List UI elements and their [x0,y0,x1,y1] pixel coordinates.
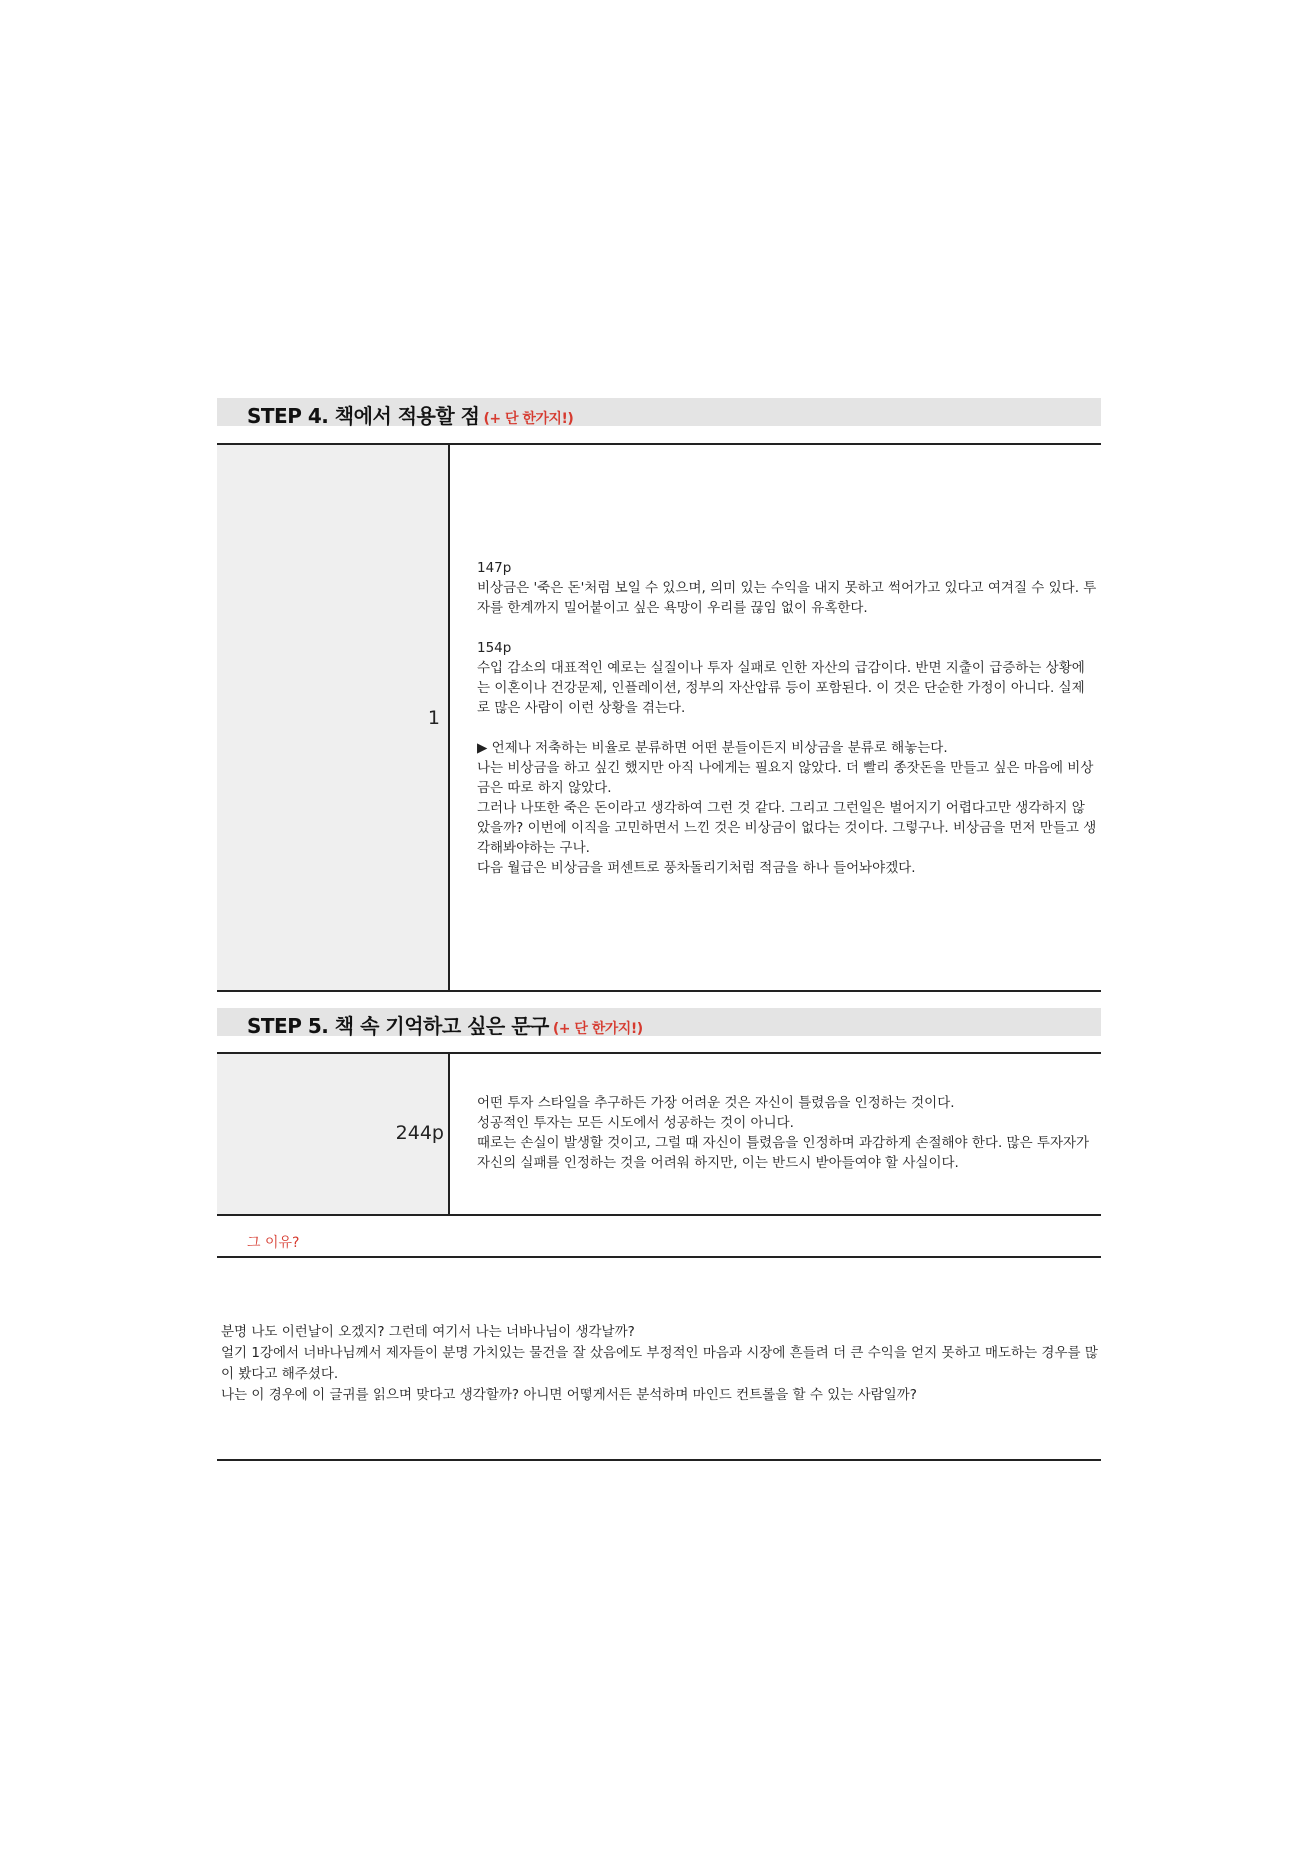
step5-column-divider [448,1054,450,1214]
reason-label: 그 이유? [247,1235,300,1251]
step4-text: 그러나 나또한 죽은 돈이라고 생각하여 그런 것 같다. 그리고 그런일은 벌어지기 어렵다고만 생각하지 않았을까? 이번에 이직을 고민하면서 느낀 것은 비상금이 없다는 것이다. 그렇구나. 비상금을 먼저 만들고 생각해봐야하는 구나. [477,800,1097,856]
step4-column-divider [448,445,450,990]
step5-header [217,1008,1101,1036]
reflection-line: 나는 이 경우에 이 글귀를 읽으며 맞다고 생각할까? 아니면 어떻게서든 분석하며 마인드 컨트롤을 할 수 있는 사람일까? [221,1387,917,1403]
quote-line: 어떤 투자 스타일을 추구하든 가장 어려운 것은 자신이 틀렸음을 인정하는 것이다. [477,1095,955,1111]
step4-row-number: 1 [427,707,440,729]
step4-paragraph [477,558,1097,618]
step4-page-ref: 147p [477,560,512,576]
step5-title [247,1010,643,1039]
reflection-line: 얼기 1강에서 너바나님께서 제자들이 분명 가치있는 물건을 잘 샀음에도 부정적인 마음과 시장에 흔들려 더 큰 수익을 얻지 못하고 매도하는 경우를 많이 봤다고 해주셨다. [221,1345,1098,1382]
reason-rule [217,1256,1101,1258]
quote-line: 때로는 손실이 발생할 것이고, 그럴 때 자신이 틀렸음을 인정하며 과감하게 손절해야 한다. 많은 투자자가 자신의 실패를 인정하는 것을 어려워 하지만, 이는 반드시 받아들여야 할 사실이다. [477,1135,1090,1171]
reflection-line: 분명 나도 이런날이 오겠지? 그런데 여기서 나는 너바나님이 생각날까? [221,1324,635,1340]
step4-paragraph [477,638,1097,718]
step4-paragraph [477,738,1097,878]
step4-text: 다음 월급은 비상금을 퍼센트로 풍차돌리기처럼 적금을 하나 들어놔야겠다. [477,860,916,876]
step4-content [477,558,1097,898]
step4-title-text: STEP 4. 책에서 적용할 점 [247,404,480,428]
step4-title [247,400,573,429]
quote-line: 성공적인 투자는 모든 시도에서 성공하는 것이 아니다. [477,1115,794,1131]
step5-title-text: STEP 5. 책 속 기억하고 싶은 문구 [247,1014,549,1038]
step4-header [217,398,1101,426]
step4-bottom-rule [217,990,1101,992]
step4-page-ref: 154p [477,640,512,656]
reflection-text [221,1322,1101,1406]
step5-label-cell [217,1054,448,1214]
step4-note: (+ 단 한가지!) [483,411,574,427]
step5-page-label: 244p [395,1122,444,1144]
step4-text: 수입 감소의 대표적인 예로는 실질이나 투자 실패로 인한 자산의 급감이다. 반면 지출이 급증하는 상황에는 이혼이나 건강문제, 인플레이션, 정부의 자산압류 등이 포함된다. 이 것은 단순한 가정이 아니다. 실제로 많은 사람이 이런 상황을 겪는다. [477,660,1085,716]
reflection-bottom-rule [217,1459,1101,1461]
step5-quote [477,1093,1097,1173]
step4-text: 비상금은 '죽은 돈'처럼 보일 수 있으며, 의미 있는 수익을 내지 못하고 썩어가고 있다고 여겨질 수 있다. 투자를 한계까지 밀어붙이고 싶은 욕망이 우리를 끊임 없이 유혹한다. [477,580,1097,616]
step5-bottom-rule [217,1214,1101,1216]
step4-text: 나는 비상금을 하고 싶긴 했지만 아직 나에게는 필요지 않았다. 더 빨리 종잣돈을 만들고 싶은 마음에 비상금은 따로 하지 않았다. [477,760,1094,796]
step5-note: (+ 단 한가지!) [552,1021,643,1037]
step4-label-cell [217,445,448,990]
step4-text: ▶ 언제나 저축하는 비율로 분류하면 어떤 분들이든지 비상금을 분류로 해놓는다. [477,740,948,756]
